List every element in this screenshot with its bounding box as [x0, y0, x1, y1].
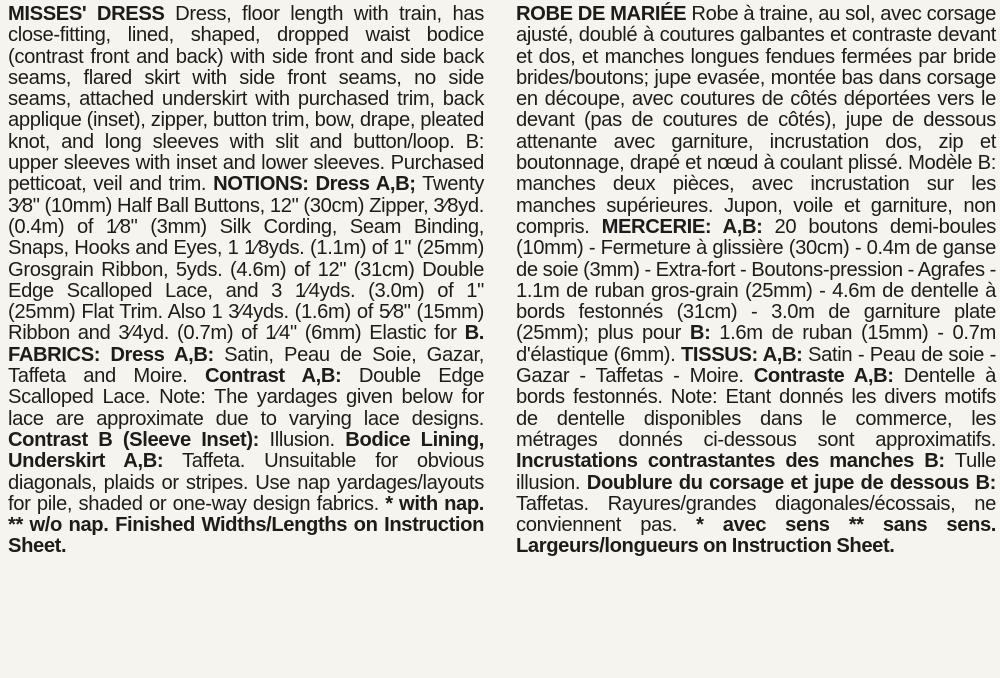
mercerie-text-fr: 20 boutons demi-boules (10mm) - Fermeture à glissière (30cm) - 0.4m de ganse de soie (3mm) - Extra-fort - Boutons-pression - Agrafes - 1.1m de ruban gros-grain (25mm) - 4.6m de dentelle à bords festonnés (31cm) - 3.0m de garniture plate (25mm); plus pour [516, 215, 996, 345]
mercerie-text2-fr: 1.6m de ruban (15mm) - 0.7m d'élastique (6mm). [516, 322, 996, 366]
notions-b-en: B. [464, 322, 484, 345]
nonap-label-en: ** w/o nap. [8, 514, 109, 537]
dress-description-fr: Robe à traine, au sol, avec corsage ajusté, doublé à coutures galbantes et contraste devant et dos, et manches longues fendues fermées par bride brides/boutons; jupe evasée, montée bas dans corsage en découpe, avec coutures de côtés déportées vers le devant (pas de coutures de côtés), jupe de dessous attenante avec garniture, incrustation dos, zip et boutonnage, drapé et nœud à coulant plissé. Modèle B: manches deux pièces, avec incrustation sur les manches supérieures. Jupon, voile et garniture, non compris. [516, 3, 996, 238]
notions-label-en: NOTIONS: Dress A,B; [213, 173, 416, 196]
dress-title-fr: ROBE DE MARIÉE [516, 3, 687, 25]
notions-text-en: Twenty 3⁄8" (10mm) Half Ball Buttons, 12" (30cm) Zipper, 3⁄8yd. (0.4m) of 1⁄8" (3mm) Silk Cording, Seam Binding, Snaps, Hooks and Eyes, 1 1⁄8yds. (1.1m) of 1" (25mm) Grosgrain Ribbon, 5yds. (4.6m) of 12" (31cm) Double Edge Scalloped Lace, and 3 1⁄4yds. (3.0m) of 1" (25mm) Flat Trim. Also 1 3⁄4yds. (1.6m) of 5⁄8" (15mm) Ribbon and 3⁄4yd. (0.7m) of 1⁄4" (6mm) Elastic for [8, 173, 485, 345]
french-text [516, 4, 996, 558]
french-column [516, 4, 996, 558]
dress-title-en: MISSES' DRESS [8, 3, 165, 25]
english-column [8, 4, 484, 558]
fabrics-text-en: Satin, Peau de Soie, Gazar, Taffeta and Moire. [8, 343, 484, 388]
finished-label-en: Finished Widths/Lengths on Instruction Sheet. [8, 514, 485, 558]
doublure-label-fr: Doublure du corsage et jupe de dessous B: [586, 471, 996, 494]
nap-label-en: * with nap. [385, 492, 484, 515]
mercerie-b-fr: B: [689, 322, 711, 345]
contrast-b-text-en: Illusion. [269, 428, 335, 451]
fabrics-label-en: FABRICS: Dress A,B: [8, 343, 214, 366]
lining-label-en: Bodice Lining, Underskirt A,B: [8, 428, 484, 473]
contrast-b-label-en: Contrast B (Sleeve Inset): [8, 428, 259, 451]
lining-text-en: Taffeta. Unsuitable for obvious diagonals, plaids or stripes. Use nap yardages/layouts for pile, shaded or one-way design fabrics. [8, 450, 484, 515]
avec-label-fr: * avec sens [696, 514, 830, 537]
contraste-label-fr: Contraste A,B: [753, 365, 894, 388]
tissus-text-fr: Satin - Peau de soie - Gazar - Taffetas - Moire. [516, 343, 996, 388]
tissus-label-fr: TISSUS: A,B: [680, 343, 803, 366]
contrast-text-en: Double Edge Scalloped Lace. Note: The yardages given below for lace are approximate due to varying lace designs. [8, 365, 484, 430]
sans-label-fr: ** sans sens. [848, 514, 996, 537]
contraste-text-fr: Dentelle à bords festonnés. Note: Etant donnés les divers motifs de dentelle disponibles dans le commerce, les métrages donnés ci-dessous sont approximatifs. [516, 365, 996, 451]
mercerie-label-fr: MERCERIE: A,B: [601, 215, 763, 238]
incrust-text-fr: Tulle illusion. [516, 450, 996, 494]
doublure-text-fr: Taffetas. Rayures/grandes diagonales/écossais, ne conviennent pas. [516, 492, 996, 537]
contrast-label-en: Contrast A,B: [204, 365, 342, 388]
english-text [8, 4, 484, 558]
incrust-label-fr: Incrustations contrastantes des manches B: [516, 450, 945, 473]
largeurs-label-fr: Largeurs/longueurs on [516, 535, 727, 558]
dress-description-en: Dress, floor length with train, has close-fitting, lined, shaped, dropped waist bodice (contrast front and back) with side front and side back seams, flared skirt with side front seams, no side seams, attached underskirt with purchased trim, back applique (inset), zipper, button trim, bow, drape, pleated knot, and long sleeves with slit and button/loop. B: upper sleeves with inset and lower sleeves. Purchased petticoat, veil and trim. [8, 3, 484, 196]
instruction-text-fr: Instruction Sheet. [731, 535, 895, 558]
